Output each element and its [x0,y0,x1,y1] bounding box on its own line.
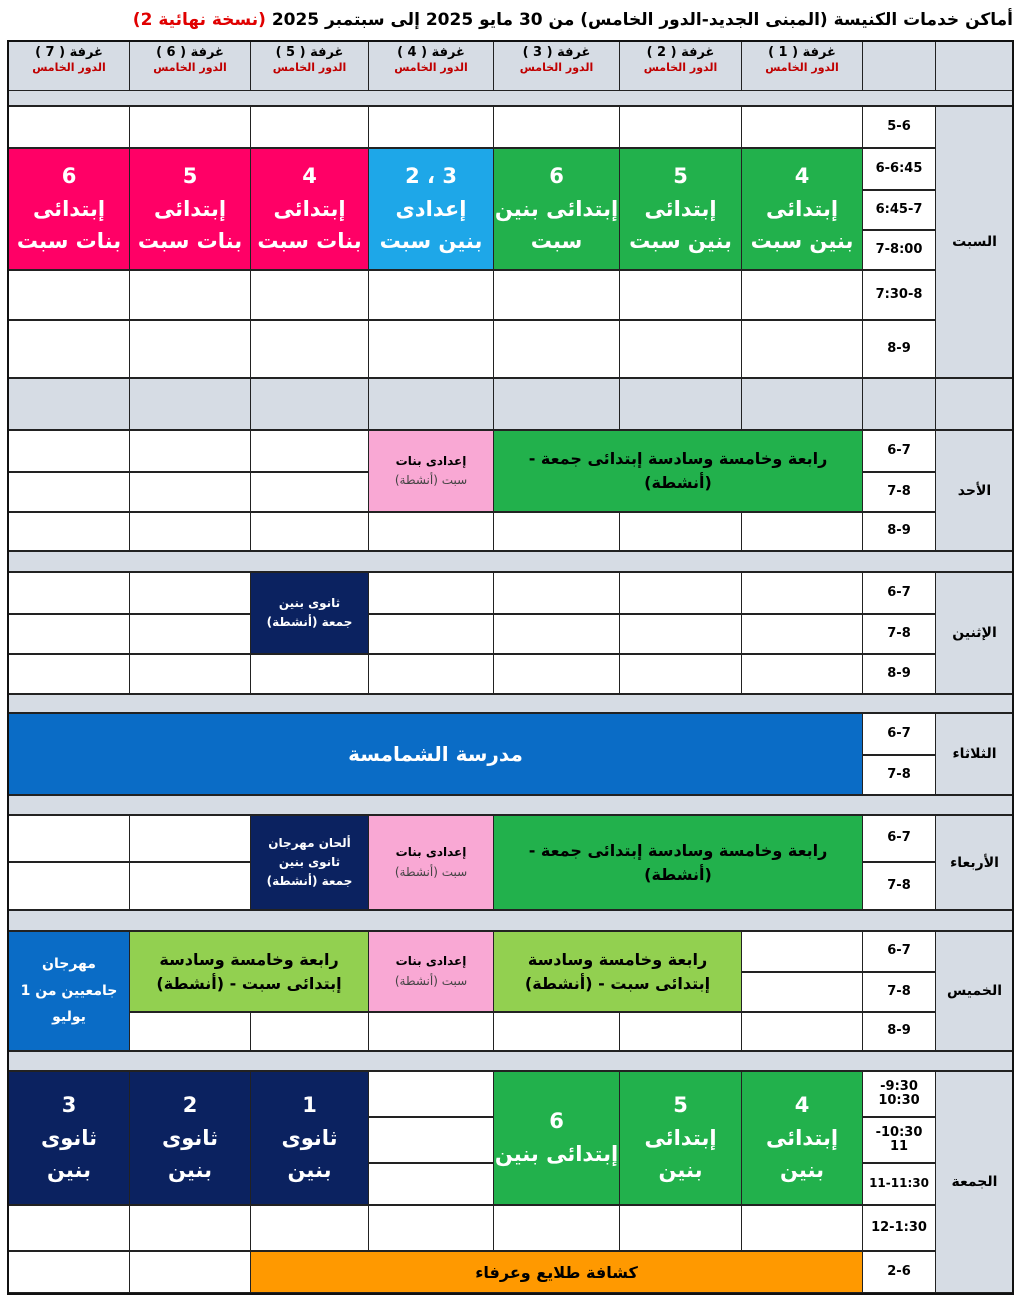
empty-cell [741,614,863,654]
class-group: بنين [658,1158,703,1183]
class-block-fri-room1 [741,1071,863,1205]
row-separator-cell [619,378,742,430]
room-name: غرفة ( 5 ) [275,45,344,60]
empty-cell [129,815,251,862]
row-separator [8,795,1014,815]
class-block-fri-room6 [129,1071,251,1205]
class-block-sat-room3 [493,148,620,270]
empty-cell [493,572,620,614]
activity-block-thu-blue [8,931,130,1051]
activity-line2: إبتدائى سبت - (أنشطة) [156,973,342,993]
empty-cell [129,862,251,910]
class-grade: 5 [673,164,688,189]
day-label-thursday: الخميس [935,931,1014,1051]
time-slot: 6-7 [862,572,936,614]
class-stage: إبتدائى [153,196,227,221]
activity-line2: سبت (أنشطة) [394,864,468,879]
class-group: بنين سبت [750,229,854,254]
activity-block-wed-navy [250,815,369,910]
room-name: غرفة ( 7 ) [35,45,103,60]
class-grade: 6 [549,164,564,189]
room-name: غرفة ( 4 ) [397,45,465,60]
day-label-sunday: الأحد [935,430,1014,551]
empty-cell [619,614,742,654]
row-separator [8,90,1014,106]
empty-cell [368,1012,494,1051]
row-separator-cell [129,378,251,430]
room-name: غرفة ( 3 ) [522,45,591,60]
empty-cell [619,1205,742,1251]
class-stage: إبتدائى [273,196,346,221]
empty-cell [129,1012,251,1051]
empty-cell [368,106,494,148]
activity-line2: (أنشطة) [644,473,712,492]
row-separator-cell [368,378,494,430]
class-grade: 2 [182,1093,198,1118]
empty-cell [493,106,620,148]
time-slot: 8-9 [862,512,936,551]
empty-cell [129,614,251,654]
empty-cell [8,862,130,910]
room-floor: الدور الخامس [643,60,718,74]
empty-cell [619,270,742,320]
class-grade: 4 [302,164,317,189]
room-name: غرفة ( 2 ) [646,45,715,60]
class-group: سبت [530,229,583,254]
empty-cell [8,472,130,512]
empty-cell [8,430,130,472]
empty-cell [368,614,494,654]
empty-cell [493,512,620,551]
time-slot [862,1071,936,1117]
time-slot: 7:30-8 [862,270,936,320]
time-slot: 11-11:30 [862,1163,936,1205]
class-block-sat-room5 [250,148,369,270]
class-stage: إبتدائى بنين [494,1142,619,1166]
time-slot: 7-8 [862,614,936,654]
empty-cell [8,614,130,654]
empty-cell [8,512,130,551]
empty-cell [8,572,130,614]
time-slot: 5-6 [862,106,936,148]
class-grade: 3 ، 2 [405,164,457,189]
empty-cell [129,320,251,378]
empty-cell [741,654,863,694]
class-group: بنين [287,1158,332,1183]
title-version-note: (نسخة نهائية 2) [132,10,266,30]
class-stage: ثانوى [40,1125,98,1150]
empty-cell [8,1251,130,1293]
title-main: أماكن خدمات الكنيسة (المبنى الجديد-الدور الخامس) من 30 مايو 2025 إلى سبتمبر 2025 [271,10,1013,30]
activity-line1: ألحان مهرجان [268,835,351,850]
time-slot: 8-9 [862,320,936,378]
room-floor: الدور الخامس [519,60,594,74]
empty-cell [368,1071,494,1117]
empty-cell [619,106,742,148]
empty-cell [250,270,369,320]
class-grade: 4 [794,164,810,189]
row-separator-cell [250,378,369,430]
class-group: بنين سبت [629,229,732,254]
time-slot: 7-8 [862,972,936,1012]
activity-block-mon-navy [250,572,369,654]
time-slot: 6-7 [862,713,936,755]
activity-block-wed-green [493,815,863,910]
activity-line1: إعدادى بنات [395,453,467,468]
activity-block-thu-lime-b [129,931,369,1012]
class-stage: إعدادى [395,196,467,221]
class-group: بنات سبت [137,229,243,254]
empty-cell [741,1205,863,1251]
empty-cell [368,1163,494,1205]
class-grade: 4 [794,1093,810,1118]
class-group: بنين [780,1158,824,1183]
empty-cell [8,815,130,862]
class-stage: إبتدائى [644,196,717,221]
empty-cell [368,512,494,551]
day-label-monday: الإثنين [935,572,1014,694]
activity-line1: ثانوى بنين [278,595,341,610]
time-start: 10:30- [875,1124,923,1140]
row-separator-cell [493,378,620,430]
time-slot: 8-9 [862,654,936,694]
day-label-saturday: السبت [935,106,1014,378]
room-floor: الدور الخامس [32,60,106,74]
class-block-fri-room2 [619,1071,742,1205]
empty-cell [129,1205,251,1251]
empty-cell [129,572,251,614]
activity-line1: إعدادى بنات [395,954,467,969]
empty-cell [8,654,130,694]
time-end: 11 [889,1139,909,1154]
empty-cell [129,512,251,551]
row-separator-cell [741,378,863,430]
room-floor: الدور الخامس [765,60,839,74]
empty-cell [493,270,620,320]
empty-cell [8,270,130,320]
activity-line1: رابعة وخامسة وسادسة إبتدائى جمعة - [528,840,828,860]
activity-line1: إعدادى بنات [395,845,467,860]
deacons-school-block: مدرسة الشمامسة [8,713,863,795]
empty-cell [619,1012,742,1051]
time-slot: 12-1:30 [862,1205,936,1251]
time-slot: 6-7 [862,815,936,862]
empty-cell [741,320,863,378]
class-grade: 3 [61,1093,77,1118]
activity-line1: رابعة وخامسة وسادسة إبتدائى جمعة - [528,449,828,468]
activity-line3: يوليو [52,1009,86,1026]
empty-cell [493,1012,620,1051]
room-floor: الدور الخامس [272,60,347,74]
time-slot: 6-6:45 [862,148,936,190]
empty-cell [741,270,863,320]
empty-cell [250,472,369,512]
time-end: 10:30 [878,1093,920,1108]
time-start: 9:30- [880,1078,918,1094]
empty-cell [8,320,130,378]
empty-cell [368,1205,494,1251]
class-group: بنين [47,1158,91,1183]
empty-cell [129,270,251,320]
activity-block-sun-green [493,430,863,512]
day-label-friday: الجمعة [935,1071,1014,1293]
time-slot: 8-9 [862,1012,936,1051]
class-grade: 1 [302,1093,317,1118]
time-slot: 7-8:00 [862,230,936,270]
empty-cell [250,512,369,551]
class-block-sat-room7 [8,148,130,270]
class-block-sat-room1 [741,148,863,270]
class-grade: 6 [549,1109,564,1134]
time-slot: 7-8 [862,755,936,795]
time-slot [862,1117,936,1163]
empty-cell [250,654,369,694]
activity-line3: جمعة (أنشطة) [266,874,353,889]
empty-cell [493,654,620,694]
empty-cell [368,654,494,694]
class-grade: 5 [182,164,198,189]
activity-block-thu-lime-a [493,931,742,1012]
class-block-sat-room4 [368,148,494,270]
activity-line2: جمعة (أنشطة) [266,615,353,629]
day-label-tuesday: الثلاثاء [935,713,1014,795]
time-slot: 6-7 [862,430,936,472]
empty-cell [619,512,742,551]
time-slot: 7-8 [862,862,936,910]
class-stage: إبتدائى [644,1125,717,1150]
class-group: بنين سبت [379,229,483,254]
room-floor: الدور الخامس [394,60,468,74]
row-separator [8,910,1014,931]
room-name: غرفة ( 6 ) [156,45,224,60]
activity-line1: رابعة وخامسة وسادسة [527,949,708,969]
empty-cell [129,472,251,512]
time-slot: 6:45-7 [862,190,936,230]
empty-cell [250,106,369,148]
room-name: غرفة ( 1 ) [768,45,836,60]
empty-cell [250,1012,369,1051]
activity-line1: رابعة وخامسة وسادسة [159,949,339,969]
activity-block-thu-pink [368,931,494,1012]
empty-cell [250,320,369,378]
empty-cell [741,972,863,1012]
empty-cell [741,106,863,148]
activity-line1: مهرجان [42,956,96,973]
day-label-wednesday: الأربعاء [935,815,1014,910]
empty-cell [741,512,863,551]
empty-cell [129,1251,251,1293]
class-grade: 5 [673,1093,688,1118]
empty-cell [741,931,863,972]
class-stage: إبتدائى بنين [494,196,619,221]
activity-line2: سبت (أنشطة) [394,973,468,988]
empty-cell [250,1205,369,1251]
class-group: بنات سبت [257,229,362,254]
class-stage: إبتدائى [765,1125,839,1150]
empty-cell [741,1012,863,1051]
class-group: بنات سبت [16,229,122,254]
empty-cell [493,320,620,378]
activity-line2: سبت (أنشطة) [394,473,468,487]
empty-cell [619,572,742,614]
row-separator-cell [862,378,936,430]
time-slot: 2-6 [862,1251,936,1293]
scouts-block: كشافة طلايع وعرفاء [250,1251,863,1293]
class-stage: إبتدائى [32,196,106,221]
empty-cell [368,572,494,614]
row-separator [8,1051,1014,1071]
empty-cell [8,106,130,148]
empty-cell [129,106,251,148]
empty-cell [493,614,620,654]
empty-cell [493,1205,620,1251]
class-block-fri-room7 [8,1071,130,1205]
activity-block-wed-pink [368,815,494,910]
class-block-fri-room5 [250,1071,369,1205]
empty-cell [368,1117,494,1163]
empty-cell [368,270,494,320]
activity-line2: (أنشطة) [644,864,712,884]
empty-cell [741,572,863,614]
time-slot: 7-8 [862,472,936,512]
row-separator [8,551,1014,572]
class-stage: ثانوى [281,1125,338,1150]
page-title [8,5,1013,35]
class-block-fri-room3 [493,1071,620,1205]
activity-line2: جامعيين من 1 [20,982,118,999]
empty-cell [8,1205,130,1251]
row-separator [8,694,1014,713]
class-grade: 6 [61,164,77,189]
activity-line2: ثانوى بنين [278,854,341,869]
room-floor: الدور الخامس [153,60,227,74]
empty-cell [129,430,251,472]
empty-cell [129,654,251,694]
activity-block-sun-pink [368,430,494,512]
empty-cell [619,320,742,378]
empty-cell [368,320,494,378]
time-slot: 6-7 [862,931,936,972]
empty-cell [250,430,369,472]
class-block-sat-room6 [129,148,251,270]
activity-line2: إبتدائى سبت - (أنشطة) [524,973,711,993]
class-block-sat-room2 [619,148,742,270]
empty-cell [619,654,742,694]
class-group: بنين [168,1158,212,1183]
class-stage: إبتدائى [765,196,839,221]
class-stage: ثانوى [161,1125,219,1150]
